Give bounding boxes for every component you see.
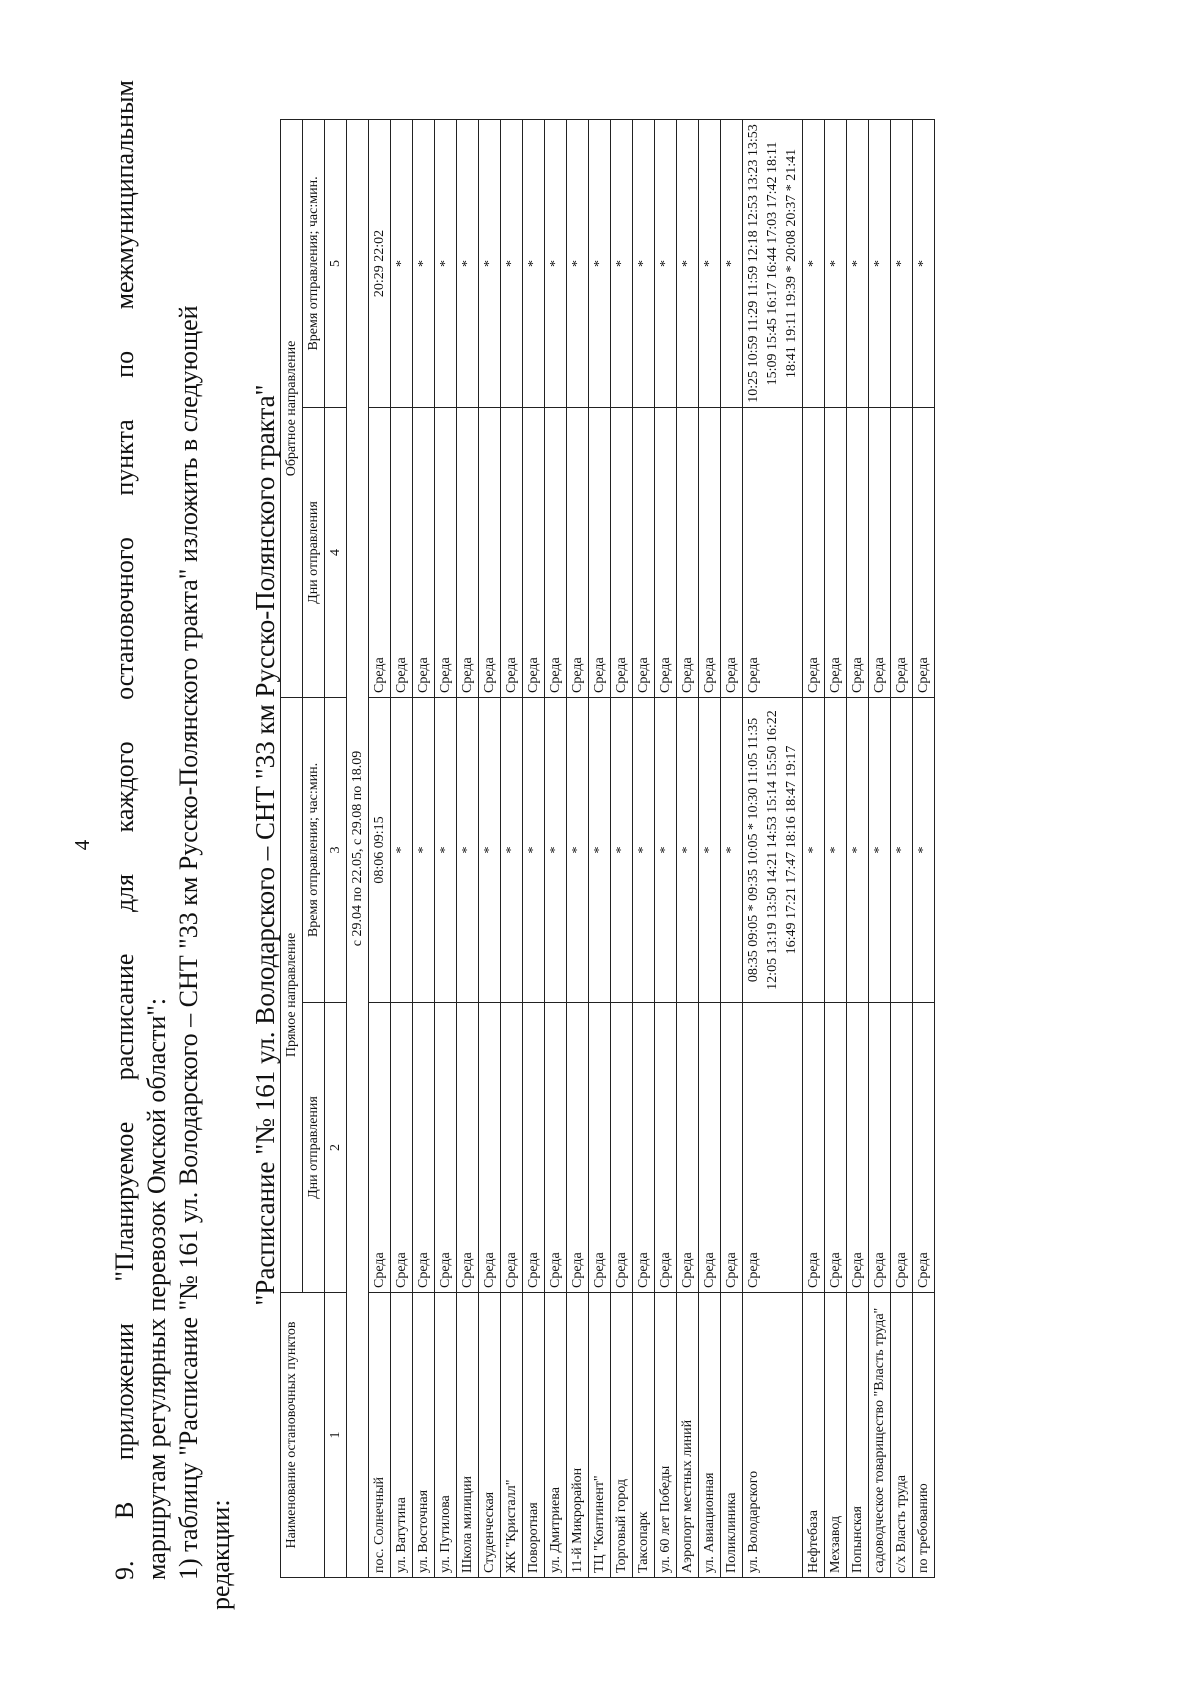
days-reverse-cell: Среда (633, 407, 655, 697)
time-forward-cell: * (825, 697, 847, 1002)
time-reverse-cell: * (457, 119, 479, 407)
days-forward-cell: Среда (913, 1003, 935, 1293)
days-reverse-cell: Среда (699, 407, 721, 697)
time-forward-cell: * (633, 697, 655, 1002)
header-reverse-direction: Обратное направление (281, 119, 303, 697)
table-row (457, 119, 479, 1577)
stop-name-cell: Поликлиника (721, 1293, 743, 1578)
time-reverse-cell: * (567, 119, 589, 407)
intro-line-2: маршрутам регулярных перевозок Омской области": (142, 997, 171, 1580)
days-forward-cell: Среда (589, 1003, 611, 1293)
days-forward-cell: Среда (633, 1003, 655, 1293)
table-row (699, 119, 721, 1577)
time-forward-cell: * (501, 697, 523, 1002)
days-reverse-cell: Среда (457, 407, 479, 697)
days-forward-cell: Среда (825, 1003, 847, 1293)
time-reverse-cell: * (803, 119, 825, 407)
table-row (803, 119, 825, 1577)
table-row (479, 119, 501, 1577)
time-forward-cell: * (699, 697, 721, 1002)
time-forward-cell: * (457, 697, 479, 1002)
table-row (891, 119, 913, 1577)
time-reverse-cell: * (435, 119, 457, 407)
days-forward-cell: Среда (501, 1003, 523, 1293)
table-row (369, 119, 391, 1577)
days-reverse-cell: Среда (891, 407, 913, 697)
header-times-forward: Время отправления; час:мин. (303, 697, 325, 1002)
days-reverse-cell: Среда (913, 407, 935, 697)
stop-name-cell: ТЦ "Континент" (589, 1293, 611, 1578)
table-row (435, 119, 457, 1577)
days-reverse-cell: Среда (479, 407, 501, 697)
days-forward-cell: Среда (743, 1003, 803, 1293)
column-number: 1 (325, 1293, 347, 1578)
days-reverse-cell: Среда (743, 407, 803, 697)
time-reverse-cell: * (413, 119, 435, 407)
period-label: с 29.04 по 22.05, с 29.08 по 18.09 (347, 119, 369, 1577)
time-forward-cell: * (655, 697, 677, 1002)
days-forward-cell: Среда (457, 1003, 479, 1293)
page-number: 4 (70, 839, 94, 851)
stop-name-cell: Студенческая (479, 1293, 501, 1578)
time-reverse-cell: * (869, 119, 891, 407)
time-forward-cell: * (479, 697, 501, 1002)
table-row (655, 119, 677, 1577)
time-forward-cell: * (435, 697, 457, 1002)
time-reverse-cell: * (391, 119, 413, 407)
stop-name-cell: по требованию (913, 1293, 935, 1578)
time-forward-cell: * (523, 697, 545, 1002)
time-reverse-cell: * (825, 119, 847, 407)
time-reverse-cell: * (699, 119, 721, 407)
table-row (523, 119, 545, 1577)
time-reverse-cell: * (847, 119, 869, 407)
days-forward-cell: Среда (567, 1003, 589, 1293)
days-forward-cell: Среда (847, 1003, 869, 1293)
stop-name-cell: Поворотная (523, 1293, 545, 1578)
days-forward-cell: Среда (413, 1003, 435, 1293)
days-reverse-cell: Среда (435, 407, 457, 697)
days-reverse-cell: Среда (721, 407, 743, 697)
stop-name-cell: ул. Ватутина (391, 1293, 413, 1578)
table-row (869, 119, 891, 1577)
days-reverse-cell: Среда (413, 407, 435, 697)
stop-name-cell: Мехзавод (825, 1293, 847, 1578)
column-number-row (325, 119, 347, 1577)
stop-name-cell: ул. Путилова (435, 1293, 457, 1578)
time-reverse-cell: * (589, 119, 611, 407)
time-reverse-cell: * (891, 119, 913, 407)
days-forward-cell: Среда (655, 1003, 677, 1293)
time-forward-cell: 08:06 09:15 (369, 697, 391, 1002)
time-forward-cell: * (721, 697, 743, 1002)
time-forward-cell: * (677, 697, 699, 1002)
table-row (633, 119, 655, 1577)
days-reverse-cell: Среда (589, 407, 611, 697)
days-forward-cell: Среда (803, 1003, 825, 1293)
time-reverse-cell: * (721, 119, 743, 407)
stop-name-cell: ул. 60 лет Победы (655, 1293, 677, 1578)
stop-name-cell: ЖК "Кристалл" (501, 1293, 523, 1578)
table-row (567, 119, 589, 1577)
stop-name-cell: Таксопарк (633, 1293, 655, 1578)
days-forward-cell: Среда (677, 1003, 699, 1293)
time-forward-cell: * (413, 697, 435, 1002)
stop-name-cell: 11-й Микрорайон (567, 1293, 589, 1578)
days-forward-cell: Среда (611, 1003, 633, 1293)
table-row (847, 119, 869, 1577)
days-reverse-cell: Среда (391, 407, 413, 697)
table-row (611, 119, 633, 1577)
days-reverse-cell: Среда (677, 407, 699, 697)
intro-line-1: 9. В приложении "Планируемое расписание для каждого остановочного пункта по межмуниципальным (110, 80, 139, 1580)
schedule-title: "Расписание "№ 161 ул. Володарского – СНТ "33 км Русско-Полянского тракта" (250, 384, 280, 1306)
table-row (677, 119, 699, 1577)
time-reverse-cell: * (633, 119, 655, 407)
time-forward-cell: * (545, 697, 567, 1002)
days-forward-cell: Среда (869, 1003, 891, 1293)
table-row (913, 119, 935, 1577)
time-forward-cell: 08:35 09:05 * 09:35 10:05 * 10:30 11:05 11:35 12:05 13:19 13:50 14:21 14:53 15:14 15:50 16:22 16:49 17:21 17:47 18:16 18:47 19:17 (743, 697, 803, 1002)
table-row (501, 119, 523, 1577)
stop-name-cell: Торговый город (611, 1293, 633, 1578)
stop-name-cell: ул. Авиационная (699, 1293, 721, 1578)
schedule-body (369, 119, 935, 1577)
header-times-reverse: Время отправления; час:мин. (303, 119, 325, 407)
intro-line-4: редакции: (206, 1499, 235, 1610)
days-reverse-cell: Среда (567, 407, 589, 697)
stop-name-cell: ул. Дмитриева (545, 1293, 567, 1578)
days-forward-cell: Среда (891, 1003, 913, 1293)
days-forward-cell: Среда (523, 1003, 545, 1293)
time-forward-cell: * (869, 697, 891, 1002)
stop-name-cell: Нефтебаза (803, 1293, 825, 1578)
table-row (391, 119, 413, 1577)
days-reverse-cell: Среда (847, 407, 869, 697)
days-reverse-cell: Среда (869, 407, 891, 697)
table-row (721, 119, 743, 1577)
table-row (743, 119, 803, 1577)
time-forward-cell: * (611, 697, 633, 1002)
time-reverse-cell: * (655, 119, 677, 407)
time-reverse-cell: * (479, 119, 501, 407)
table-row (589, 119, 611, 1577)
column-number: 2 (325, 1003, 347, 1293)
header-days-reverse: Дни отправления (303, 407, 325, 697)
time-reverse-cell: * (545, 119, 567, 407)
stop-name-cell: с/х Власть труда (891, 1293, 913, 1578)
intro-line-3: 1) таблицу "Расписание "№ 161 ул. Володарского – СНТ "33 км Русско-Полянского тракта" изложить в следующей (174, 305, 203, 1580)
days-forward-cell: Среда (479, 1003, 501, 1293)
days-reverse-cell: Среда (523, 407, 545, 697)
stop-name-cell: Попынская (847, 1293, 869, 1578)
stop-name-cell: Школа милиции (457, 1293, 479, 1578)
column-number: 5 (325, 119, 347, 407)
time-reverse-cell: * (677, 119, 699, 407)
time-reverse-cell: * (913, 119, 935, 407)
days-reverse-cell: Среда (803, 407, 825, 697)
table-row (825, 119, 847, 1577)
days-forward-cell: Среда (435, 1003, 457, 1293)
days-reverse-cell: Среда (369, 407, 391, 697)
stop-name-cell: пос. Солнечный (369, 1293, 391, 1578)
days-reverse-cell: Среда (655, 407, 677, 697)
time-forward-cell: * (913, 697, 935, 1002)
days-forward-cell: Среда (391, 1003, 413, 1293)
time-forward-cell: * (891, 697, 913, 1002)
time-forward-cell: * (391, 697, 413, 1002)
table-row (413, 119, 435, 1577)
time-forward-cell: * (567, 697, 589, 1002)
time-forward-cell: * (589, 697, 611, 1002)
time-reverse-cell: 20:29 22:02 (369, 119, 391, 407)
days-forward-cell: Среда (699, 1003, 721, 1293)
period-row (347, 119, 369, 1577)
header-forward-direction: Прямое направление (281, 697, 303, 1292)
days-reverse-cell: Среда (501, 407, 523, 697)
table-row (545, 119, 567, 1577)
days-forward-cell: Среда (721, 1003, 743, 1293)
days-forward-cell: Среда (369, 1003, 391, 1293)
stop-name-cell: садоводческое товарищество "Власть труда" (869, 1293, 891, 1578)
time-forward-cell: * (847, 697, 869, 1002)
header-stop-name: Наименование остановочных пунктов (281, 1293, 325, 1578)
time-reverse-cell: 10:25 10:59 11:29 11:59 12:18 12:53 13:23 13:53 15:09 15:45 16:17 16:44 17:03 17:42 18:11 18:41 19:11 19:39 * 20:08 20:37 * 21:41 (743, 119, 803, 407)
time-reverse-cell: * (501, 119, 523, 407)
header-days-forward: Дни отправления (303, 1003, 325, 1293)
days-forward-cell: Среда (545, 1003, 567, 1293)
rotated-content (70, 80, 1130, 1610)
days-reverse-cell: Среда (611, 407, 633, 697)
days-reverse-cell: Среда (825, 407, 847, 697)
stop-name-cell: ул. Восточная (413, 1293, 435, 1578)
time-reverse-cell: * (523, 119, 545, 407)
column-number: 4 (325, 407, 347, 697)
time-forward-cell: * (803, 697, 825, 1002)
schedule-table (280, 119, 935, 1578)
column-number: 3 (325, 697, 347, 1002)
days-reverse-cell: Среда (545, 407, 567, 697)
time-reverse-cell: * (611, 119, 633, 407)
stop-name-cell: ул. Володарского (743, 1293, 803, 1578)
stop-name-cell: Аэропорт местных линий (677, 1293, 699, 1578)
